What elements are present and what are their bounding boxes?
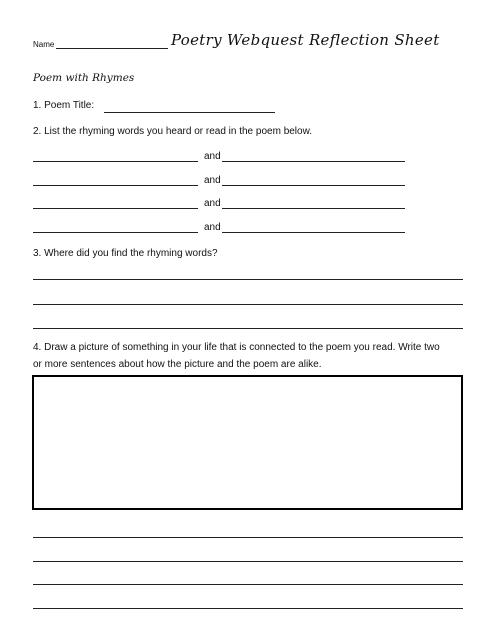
rhyme-blank-2a[interactable] xyxy=(33,185,198,186)
question-2: 2. List the rhyming words you heard or read in the poem below. xyxy=(33,126,313,137)
question-1: 1. Poem Title: xyxy=(33,100,95,111)
and-label: and xyxy=(204,175,221,186)
name-blank[interactable] xyxy=(56,48,168,49)
page-title: Poetry Webquest Reflection Sheet xyxy=(171,31,440,49)
answer-line-3c[interactable] xyxy=(33,328,463,329)
question-3: 3. Where did you find the rhyming words? xyxy=(33,248,218,259)
name-label: Name xyxy=(33,40,55,49)
answer-line-3b[interactable] xyxy=(33,304,463,305)
and-label: and xyxy=(204,222,221,233)
rhyme-blank-4b[interactable] xyxy=(222,232,405,233)
and-label: and xyxy=(204,198,221,209)
rhyme-blank-3a[interactable] xyxy=(33,208,198,209)
rhyme-blank-4a[interactable] xyxy=(33,232,198,233)
answer-line-4c[interactable] xyxy=(33,584,463,585)
question-4-line-2: or more sentences about how the picture and the poem are alike. xyxy=(33,359,322,370)
answer-line-4b[interactable] xyxy=(33,561,463,562)
answer-line-3a[interactable] xyxy=(33,279,463,280)
answer-line-4d[interactable] xyxy=(33,608,463,609)
poem-title-blank[interactable] xyxy=(104,112,275,113)
answer-line-4a[interactable] xyxy=(33,537,463,538)
rhyme-blank-1b[interactable] xyxy=(222,161,405,162)
question-4-line-1: 4. Draw a picture of something in your life that is connected to the poem you read. Write two xyxy=(33,342,440,353)
section-title: Poem with Rhymes xyxy=(33,72,135,84)
drawing-box[interactable] xyxy=(32,375,463,510)
rhyme-blank-2b[interactable] xyxy=(222,185,405,186)
rhyme-blank-1a[interactable] xyxy=(33,161,198,162)
and-label: and xyxy=(204,151,221,162)
rhyme-blank-3b[interactable] xyxy=(222,208,405,209)
